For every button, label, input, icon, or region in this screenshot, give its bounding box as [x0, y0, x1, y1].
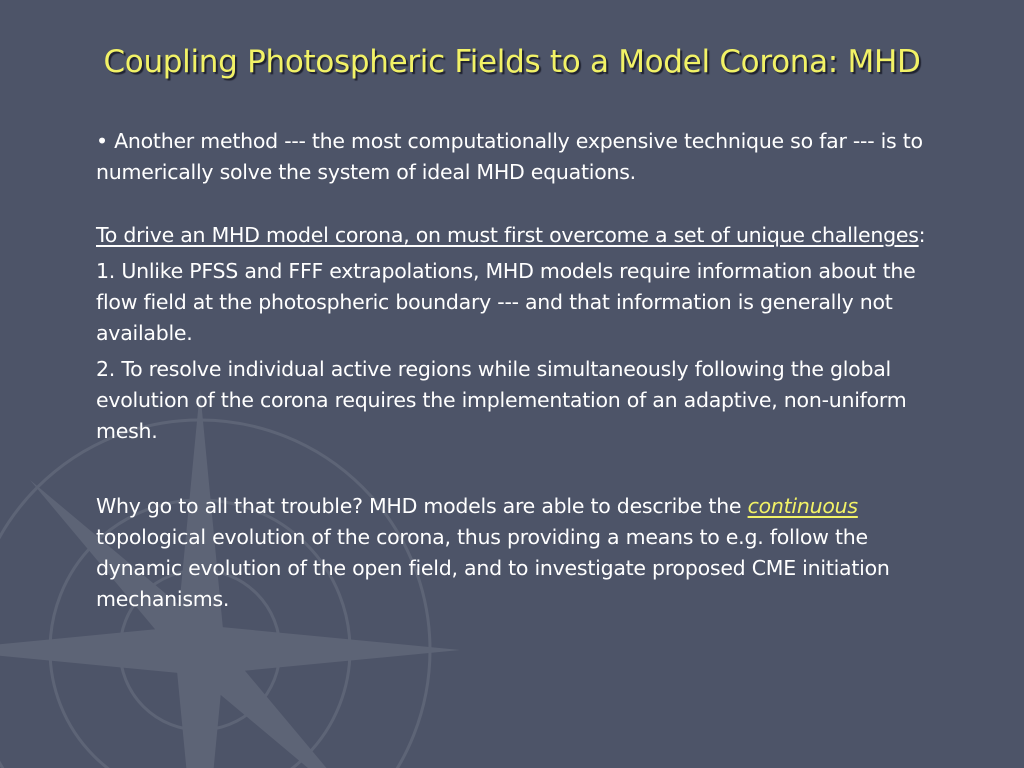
slide-title: Coupling Photospheric Fields to a Model Corona: MHD [103, 44, 921, 80]
closing-paragraph [96, 491, 956, 615]
closing-lead: Why go to all that trouble? MHD models are able to describe the [96, 494, 748, 518]
challenge-item-2: 2. To resolve individual active regions while simultaneously following the global evolution of the corona requires the implementation of an adaptive, non-uniform mesh. [96, 357, 907, 443]
bullet-marker: • [96, 129, 108, 153]
slide-body [96, 126, 956, 615]
challenge-item-1: 1. Unlike PFSS and FFF extrapolations, MHD models require information about the flow field at the photospheric boundary --- and that information is generally not available. [96, 259, 916, 345]
bullet-paragraph [96, 126, 956, 188]
challenges-heading [96, 220, 956, 251]
bullet-text: Another method --- the most computationally expensive technique so far --- is to numerically solve the system of ideal MHD equations. [96, 129, 923, 184]
challenges-colon: : [918, 223, 926, 247]
closing-rest: topological evolution of the corona, thus providing a means to e.g. follow the dynamic evolution of the open field, and to investigate proposed CME initiation mechanisms. [96, 525, 890, 611]
closing-highlight: continuous [747, 494, 858, 518]
challenges-heading-text: To drive an MHD model corona, on must first overcome a set of unique challenges [96, 223, 919, 247]
